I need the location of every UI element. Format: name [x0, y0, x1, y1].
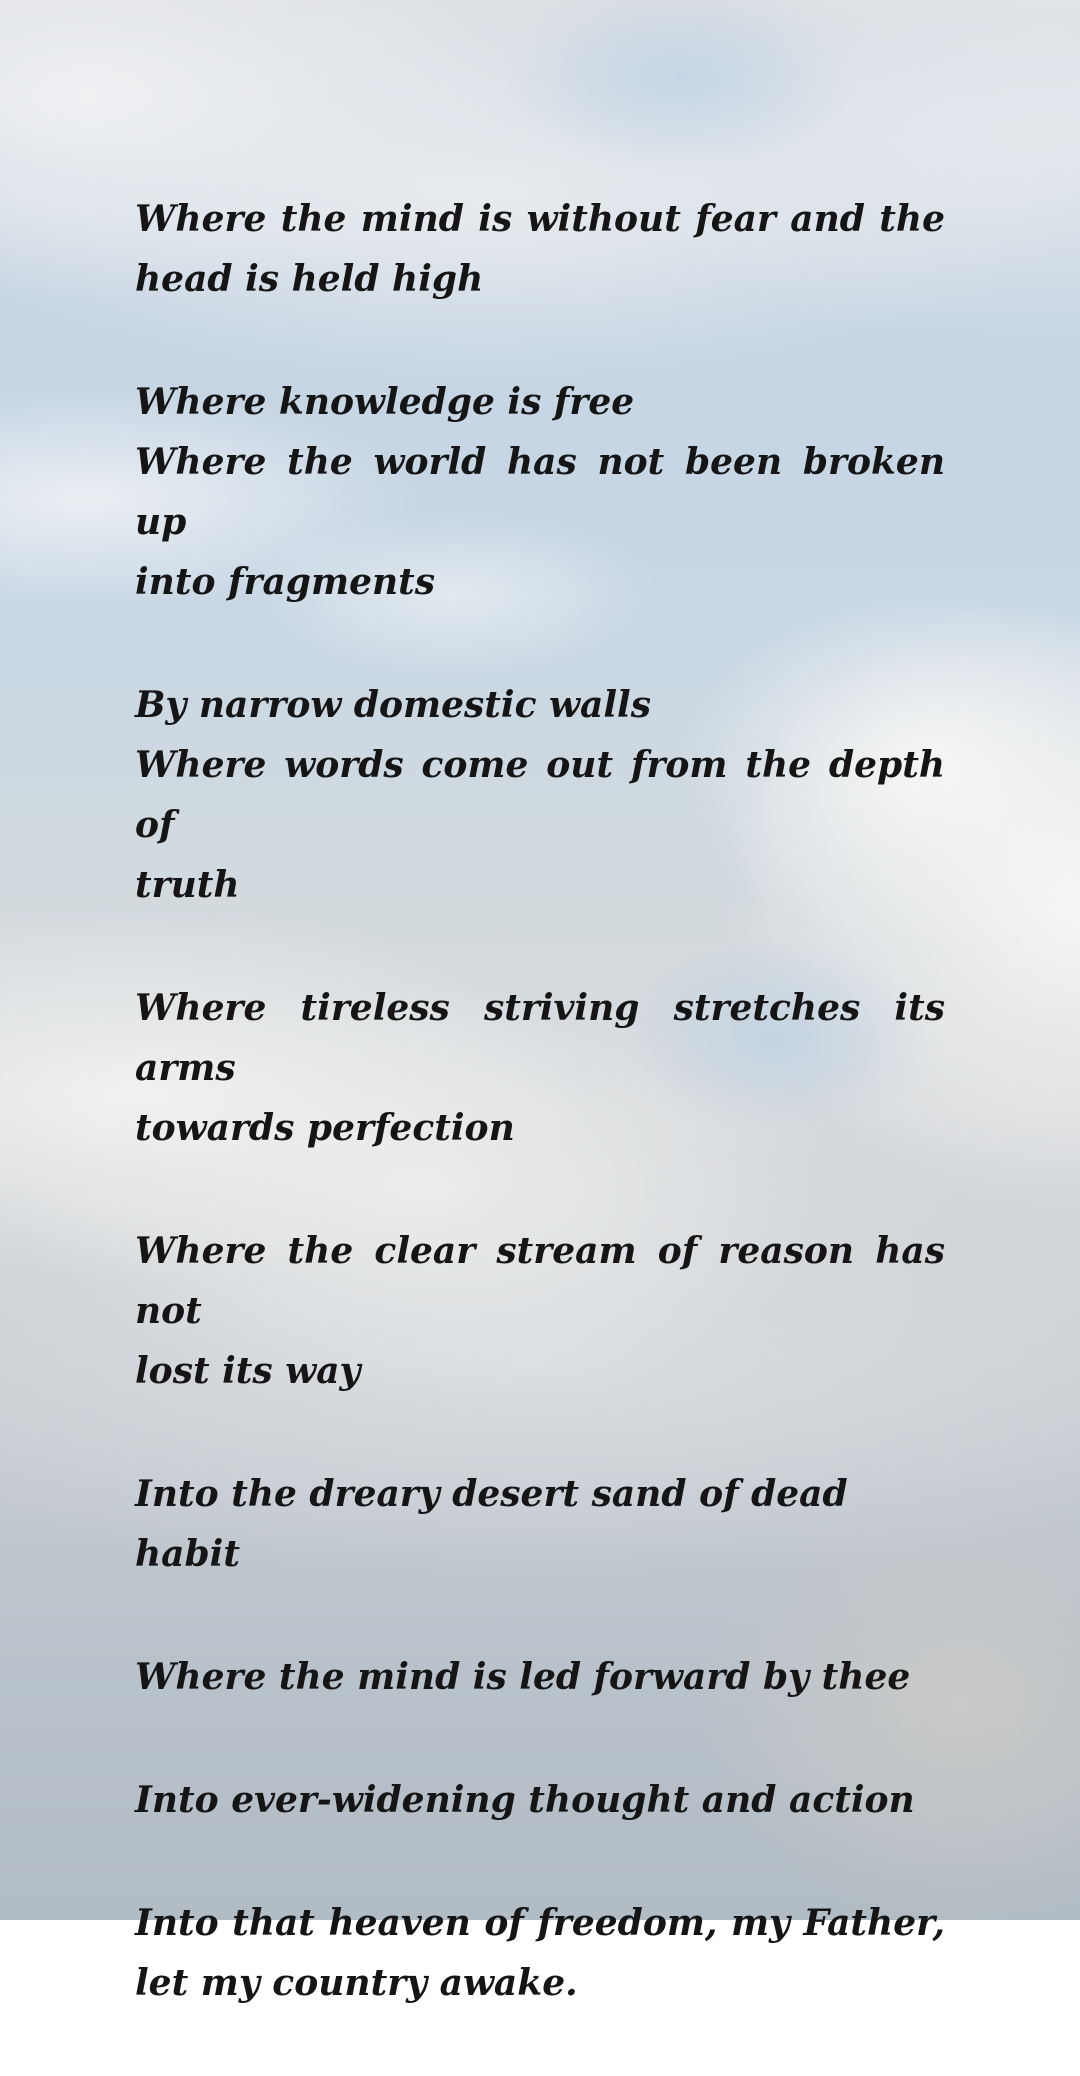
poem-line: Where the clear stream of reason has not	[135, 1230, 945, 1332]
poem-line: head is held high	[135, 258, 484, 300]
poem-line: into fragments	[135, 561, 436, 603]
poem-line: Into ever-widening thought and action	[135, 1779, 915, 1821]
poem-stanza	[135, 372, 945, 612]
poem-line: By narrow domestic walls	[135, 684, 651, 726]
poem-stanza	[135, 675, 945, 915]
poem-line: Where the world has not been broken up	[135, 441, 945, 543]
poem-stanza	[135, 1770, 945, 1830]
poem-line: Where knowledge is free	[135, 381, 635, 423]
poem-line: Into that heaven of freedom, my Father,	[135, 1902, 945, 1944]
poem-line: Where the mind is led forward by thee	[135, 1656, 911, 1698]
poem-line: let my country awake.	[135, 1962, 578, 2004]
poem-line: lost its way	[135, 1350, 361, 1392]
poem-line: towards perfection	[135, 1107, 515, 1149]
poem-line: Where tireless striving stretches its arms	[135, 987, 945, 1089]
poem-line: Into the dreary desert sand of dead habit	[135, 1473, 848, 1575]
poem-stanza	[135, 1893, 945, 2013]
poem-line: truth	[135, 864, 240, 906]
poem-stanza	[135, 189, 945, 309]
poem-stanza	[135, 1647, 945, 1707]
poem-line: Where words come out from the depth of	[135, 744, 945, 846]
poem-stanza	[135, 1464, 945, 1584]
poem-stanza	[135, 1221, 945, 1401]
poem-line: Where the mind is without fear and the	[135, 198, 945, 240]
poem	[135, 189, 945, 2076]
poem-stanza	[135, 978, 945, 1158]
